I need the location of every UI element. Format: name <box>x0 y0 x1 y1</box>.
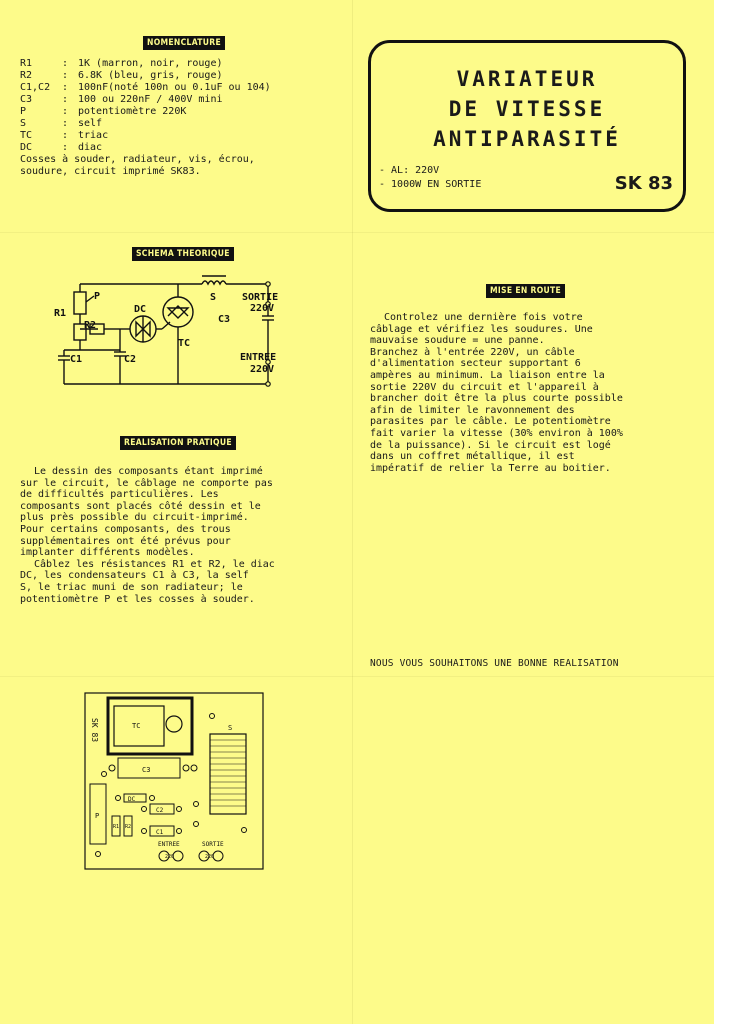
mise-en-route-text <box>370 312 680 474</box>
title-line-1: VARIATEUR <box>456 67 598 91</box>
paragraph-line: supplémentaires ont été prévus pour <box>20 535 231 547</box>
label-entree: ENTREE <box>240 352 277 363</box>
pcb-label-r1: R1 <box>113 824 120 830</box>
schematic-diagram <box>50 266 310 396</box>
pcb-label-v2: 220 <box>205 854 215 860</box>
paragraph-line: câblage et vérifiez les soudures. Une <box>370 323 593 335</box>
paragraph-line: Le dessin des composants étant imprimé <box>34 466 263 477</box>
paragraph-line: Branchez à l'entrée 220V, un câble <box>370 346 575 358</box>
paragraph-line: sur le circuit, le câblage ne comporte pas <box>20 477 273 489</box>
label-r1: R1 <box>54 308 67 319</box>
model-number: SK 83 <box>614 173 673 194</box>
label-c1: C1 <box>70 354 83 365</box>
paragraph-line: brancher doit être la plus courte possible <box>370 393 623 405</box>
pcb-label-r2: R2 <box>125 824 132 830</box>
paragraph-line: de la puissance). Si le circuit est logé <box>370 439 611 451</box>
pcb-label-sortie: SORTIE <box>202 841 224 848</box>
paragraph-line: d'alimentation secteur supportant 6 <box>370 358 581 370</box>
list-item: C1,C2 : 100nF(noté 100n ou 0.1uF ou 104) <box>20 82 271 93</box>
pcb-label-c1: C1 <box>156 829 164 836</box>
spec-output: - 1000W EN SORTIE <box>379 179 482 190</box>
nomenclature-list <box>20 58 350 178</box>
paragraph-line: Câblez les résistances R1 et R2, le diac <box>34 558 275 570</box>
mise-en-route-heading: MISE EN ROUTE <box>486 284 565 298</box>
label-dc: DC <box>134 304 147 315</box>
paragraph-line: sortie 220V du circuit et l'appareil à <box>370 381 599 393</box>
pcb-label-s: S <box>228 724 233 732</box>
schema-heading: SCHEMA THEORIQUE <box>132 247 234 261</box>
paragraph-line: parasites par le câble. Le potentiomètre <box>370 416 611 428</box>
closing-message: NOUS VOUS SOUHAITONS UNE BONNE REALISATION <box>370 658 619 669</box>
paragraph-line: plus près possible du circuit-imprimé. <box>20 512 249 524</box>
label-tc: TC <box>178 338 191 349</box>
fold-line-vertical <box>352 0 353 1024</box>
fold-line-horizontal <box>0 232 714 233</box>
paragraph-line: S, le triac muni de son radiateur; le <box>20 581 243 593</box>
nomenclature-heading: NOMENCLATURE <box>143 36 225 50</box>
realisation-text <box>20 466 330 605</box>
label-c3: C3 <box>218 314 231 325</box>
paragraph-line: afin de limiter le ravonnement des <box>370 404 575 416</box>
pcb-label-c3: C3 <box>142 766 151 774</box>
title-line-3: ANTIPARASITÉ <box>433 127 621 151</box>
terminal-icon <box>266 282 270 286</box>
label-entree-v: 220V <box>250 364 275 375</box>
label-sortie-v: 220V <box>250 303 275 314</box>
label-p: P <box>94 291 101 302</box>
list-item: R1 : 1K (marron, noir, rouge) <box>20 58 223 69</box>
pcb-label-entree: ENTREE <box>158 841 180 848</box>
label-r2: R2 <box>84 320 97 331</box>
paragraph-line: composants sont placés côté dessin et le <box>20 500 261 512</box>
paragraph-line: Pour certains composants, des trous <box>20 523 231 535</box>
nomenclature-footer-1: Cosses à souder, radiateur, vis, écrou, <box>20 154 255 165</box>
realisation-heading: REALISATION PRATIQUE <box>120 436 236 450</box>
pcb-board-label: SK 83 <box>90 718 99 743</box>
paragraph-line: potentiomètre P et les cosses à souder. <box>20 593 255 605</box>
pcb-label-v1: 220 <box>165 854 175 860</box>
spec-supply: - AL: 220V <box>379 165 440 176</box>
paragraph-line: DC, les condensateurs C1 à C3, la self <box>20 570 249 582</box>
list-item: R2 : 6.8K (bleu, gris, rouge) <box>20 70 223 81</box>
label-c2: C2 <box>124 354 137 365</box>
pcb-layout-diagram <box>84 692 264 872</box>
list-item: TC : triac <box>20 130 109 141</box>
fold-line-horizontal <box>0 676 714 677</box>
paragraph-line: dans un coffret métallique, il est <box>370 451 575 463</box>
paragraph-line: ampères au minimum. La liaison entre la <box>370 369 605 381</box>
list-item: DC : diac <box>20 142 103 153</box>
label-sortie: SORTIE <box>242 292 279 303</box>
terminal-icon <box>266 382 270 386</box>
pcb-label-c2: C2 <box>156 807 164 814</box>
list-item: P : potentiomètre 220K <box>20 106 187 117</box>
list-item: C3 : 100 ou 220nF / 400V mini <box>20 94 223 105</box>
pcb-label-p: P <box>95 812 100 820</box>
list-item: S : self <box>20 118 103 129</box>
pcb-label-tc: TC <box>132 722 141 730</box>
paragraph-line: implanter différents modèles. <box>20 547 195 559</box>
paragraph-line: fait varier la vitesse (30% environ à 100% <box>370 427 623 439</box>
nomenclature-footer-2: soudure, circuit imprimé SK83. <box>20 166 201 177</box>
paragraph-line: Controlez une dernière fois votre <box>384 312 583 323</box>
label-s: S <box>210 292 217 303</box>
paragraph-line: impératif de relier la Terre au boitier. <box>370 462 611 474</box>
title-box <box>368 40 686 212</box>
paragraph-line: mauvaise soudure = une panne. <box>370 335 545 347</box>
paragraph-line: de difficultés particulières. Les <box>20 489 219 501</box>
pcb-label-dc: DC <box>128 796 136 803</box>
title-line-2: DE VITESSE <box>448 97 606 121</box>
